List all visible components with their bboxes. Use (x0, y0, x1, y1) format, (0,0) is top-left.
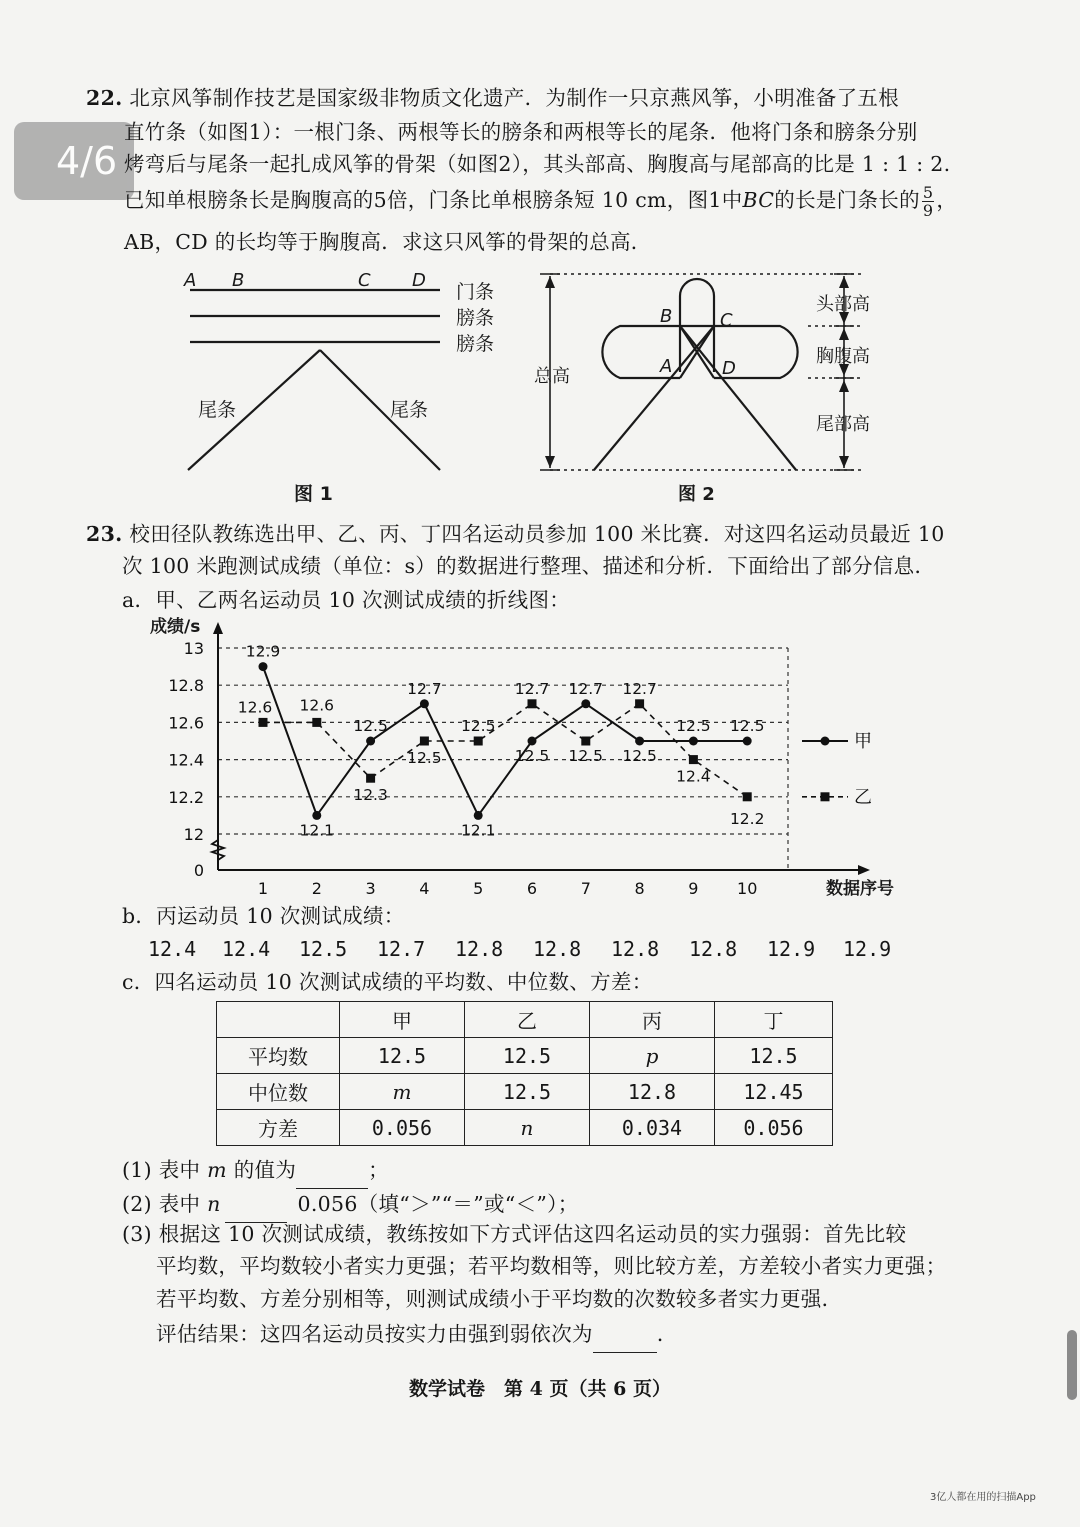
fig1-label-b: B (232, 270, 245, 291)
page-indicator: 4/6 (14, 122, 134, 200)
q23-part1: (1) 表中 m 的值为 ； (122, 1152, 389, 1189)
y-tick-label: 12 (183, 825, 204, 844)
q23-line1 (86, 516, 945, 552)
y-tick-label: 13 (183, 639, 204, 658)
fig2-tail-label: 尾部高 (816, 414, 870, 435)
table-cell: 12.5 (340, 1038, 465, 1074)
fig1-label-d: D (412, 270, 426, 291)
table-header-cell: 丁 (715, 1002, 833, 1038)
q22-number: 22. (86, 86, 123, 110)
data-point-yi (312, 718, 321, 727)
data-point-jia (581, 699, 590, 708)
table-cell: 12.5 (465, 1074, 590, 1110)
legend-label-yi: 乙 (854, 786, 872, 808)
table-cell: 0.056 (340, 1110, 465, 1146)
data-label: 12.9 (245, 642, 281, 661)
table-row (217, 1038, 833, 1074)
row-label: 方差 (217, 1110, 340, 1146)
data-point-yi (420, 737, 429, 746)
data-label: 12.7 (622, 679, 657, 698)
x-tick-label: 7 (580, 879, 591, 898)
q22-text-1: 北京风筝制作技艺是国家级非物质文化遗产．为制作一只京燕风筝，小明准备了五根 (129, 86, 900, 110)
data-point-jia (528, 737, 537, 746)
q22-line2: 直竹条（如图1）：一根门条、两根等长的膀条和两根等长的尾条．他将门条和膀条分别 (124, 120, 918, 144)
var-m: m (207, 1158, 227, 1182)
fig1-wing-label-2: 膀条 (456, 333, 495, 355)
bing-score: 12.5 (299, 937, 348, 961)
data-label: 12.5 (353, 717, 388, 735)
table-cell: 0.034 (590, 1110, 715, 1146)
data-point-jia (743, 737, 752, 746)
data-point-yi (259, 718, 268, 727)
q23-c-label: c．四名运动员 10 次测试成绩的平均数、中位数、方差： (122, 970, 653, 994)
figure-2 (530, 262, 890, 510)
chart-ylabel: 成绩/s (150, 617, 201, 637)
data-label: 12.5 (460, 717, 496, 735)
data-label: 12.1 (460, 821, 496, 840)
data-label: 12.5 (729, 717, 765, 735)
data-label: 12.4 (676, 767, 711, 786)
data-label: 12.7 (568, 679, 604, 698)
table-cell: 12.5 (715, 1038, 833, 1074)
q23-part3-line2: 平均数，平均数较小者实力更强；若平均数相等，则比较方差，方差较小者实力更强； (156, 1254, 947, 1278)
data-point-yi (689, 755, 698, 764)
y-tick-label: 0 (193, 861, 204, 880)
data-point-jia (366, 737, 375, 746)
data-point-jia (420, 699, 429, 708)
answer-blank-3[interactable] (593, 1316, 657, 1353)
table-row (217, 1074, 833, 1110)
chart-legend (802, 731, 872, 808)
q23-part2: (2) 表中 n 0.056（填“＞”“＝”或“＜”）； (122, 1186, 579, 1223)
data-label: 12.5 (568, 747, 604, 765)
legend-label-jia: 甲 (854, 731, 872, 752)
x-tick-label: 4 (419, 879, 430, 898)
table-cell: 12.8 (590, 1074, 715, 1110)
data-label: 12.5 (407, 749, 442, 767)
y-tick-label: 12.6 (168, 713, 204, 733)
data-label: 12.3 (353, 786, 388, 805)
data-point-jia (689, 737, 698, 746)
bing-score: 12.7 (377, 937, 426, 961)
fig1-tail-label-left: 尾条 (198, 399, 237, 421)
data-point-yi (474, 737, 483, 746)
fig1-caption: 图 1 (294, 483, 333, 505)
data-label: 12.7 (407, 679, 442, 698)
data-label: 12.2 (729, 809, 765, 828)
x-tick-label: 10 (737, 879, 758, 898)
bing-score: 12.9 (843, 937, 892, 961)
q23-b-label: b．丙运动员 10 次测试成绩： (122, 904, 405, 928)
x-axis-arrow (858, 865, 870, 875)
table-cell (217, 1002, 340, 1038)
q22-line3: 烤弯后与尾条一起扎成风筝的骨架（如图2），其头部高、胸腹高与尾部高的比是 1 : 1 : 2. (124, 152, 951, 176)
x-tick-label: 6 (526, 879, 538, 898)
bing-score: 12.9 (767, 937, 816, 961)
bing-score: 12.4 (148, 937, 197, 961)
q22-fraction: $\frac{5}{9}$ (922, 183, 934, 220)
legend-marker-jia (821, 737, 830, 746)
table-cell: n (465, 1110, 590, 1146)
legend-marker-yi (821, 792, 830, 801)
fig1-door-label: 门条 (456, 281, 495, 303)
table-cell: 0.056 (715, 1110, 833, 1146)
bing-score: 12.8 (611, 937, 660, 961)
data-label: 12.6 (299, 696, 335, 715)
page-footer: 数学试卷 第 4 页（共 6 页） (409, 1378, 671, 1400)
data-point-jia (312, 811, 321, 820)
q22-bc: BC (742, 188, 775, 212)
fig2-total-label: 总高 (534, 366, 570, 387)
y-tick-label: 12.2 (168, 787, 204, 807)
q23-line2: 次 100 米跑测试成绩（单位：s）的数据进行整理、描述和分析．下面给出了部分信息． (122, 554, 936, 578)
data-point-yi (528, 699, 537, 708)
data-label: 12.5 (514, 747, 550, 765)
table-cell: 12.5 (465, 1038, 590, 1074)
x-tick-label: 2 (311, 879, 322, 898)
x-tick-label: 5 (473, 879, 484, 898)
var-n: n (207, 1192, 221, 1216)
data-point-jia (635, 737, 644, 746)
fig1-tail-label-right: 尾条 (390, 399, 429, 421)
fig2-chest-label: 胸腹高 (816, 346, 870, 367)
q22-line5: AB，CD 的长均等于胸腹高．求这只风筝的骨架的总高． (124, 230, 652, 254)
data-point-yi (635, 699, 644, 708)
table-cell: m (340, 1074, 465, 1110)
q23-number: 23. (86, 522, 123, 546)
figure-1 (170, 268, 510, 508)
fig1-wing-label-1: 膀条 (456, 307, 495, 329)
data-point-yi (743, 792, 752, 801)
y-tick-label: 12.4 (168, 750, 204, 770)
table-header-cell: 乙 (465, 1002, 590, 1038)
data-point-yi (366, 774, 375, 783)
stats-table (216, 1001, 833, 1146)
data-label: 12.5 (622, 747, 657, 765)
row-label: 平均数 (217, 1038, 340, 1074)
q23-part3-line4: 评估结果：这四名运动员按实力由强到弱依次为 ． (156, 1316, 678, 1353)
x-tick-label: 8 (634, 879, 645, 898)
table-cell: 12.45 (715, 1074, 833, 1110)
fig2-head-label: 头部高 (816, 294, 870, 315)
line-chart (140, 612, 930, 900)
bing-score: 12.8 (689, 937, 738, 961)
fig2-label-d: D (722, 358, 736, 379)
x-tick-label: 1 (257, 879, 269, 898)
scrollbar-thumb[interactable] (1067, 1330, 1077, 1400)
fig1-label-c: C (358, 270, 371, 291)
chart-ticks (168, 639, 757, 898)
fig1-label-a: A (184, 270, 197, 291)
table-header-cell: 丙 (590, 1002, 715, 1038)
fig2-caption: 图 2 (678, 484, 715, 505)
data-point-jia (474, 811, 483, 820)
q22-line4: 已知单根膀条长是胸腹高的5倍，门条比单根膀条短 10 cm，图1中BC的长是门条长的 $\frac{5}{9}$ ， (124, 183, 958, 220)
q22-text-4a: 已知单根膀条长是胸腹高的5倍，门条比单根膀条短 10 cm，图1中 (124, 188, 743, 212)
table-header-row (217, 1002, 833, 1038)
q23-a-label: a．甲、乙两名运动员 10 次测试成绩的折线图： (122, 588, 571, 612)
data-point-yi (581, 737, 590, 746)
bing-score: 12.4 (222, 937, 271, 961)
y-axis-arrow (213, 622, 223, 634)
bing-scores (148, 934, 903, 964)
row-label: 中位数 (217, 1074, 340, 1110)
series-line-yi (263, 704, 747, 797)
y-tick-label: 12.8 (168, 676, 204, 696)
scanner-watermark: 3亿人都在用的扫描App (930, 1492, 1036, 1503)
answer-blank-1[interactable] (296, 1152, 368, 1189)
fig2-label-a: A (660, 356, 673, 377)
table-cell: p (590, 1038, 715, 1074)
table-row (217, 1110, 833, 1146)
fig2-label-c: C (720, 310, 733, 331)
data-label: 12.7 (514, 679, 550, 698)
q22-line1 (86, 80, 899, 116)
q22-text-4c: 的长是门条长的 (774, 188, 920, 212)
table-header-cell: 甲 (340, 1002, 465, 1038)
data-label: 12.6 (237, 698, 273, 717)
q23-part3-line1: (3) 根据这 10 次测试成绩，教练按如下方式评估这四名运动员的实力强弱：首先比较 (122, 1222, 907, 1246)
bing-score: 12.8 (533, 937, 582, 961)
q23-part3-line3: 若平均数、方差分别相等，则测试成绩小于平均数的次数较多者实力更强． (156, 1287, 843, 1311)
q23-text-1: 校田径队教练选出甲、乙、丙、丁四名运动员参加 100 米比赛．对这四名运动员最近 10 (129, 522, 945, 546)
fig2-label-b: B (660, 306, 673, 327)
data-label: 12.1 (299, 821, 335, 840)
x-tick-label: 9 (688, 879, 699, 898)
chart-xlabel: 数据序号 (826, 879, 894, 899)
bing-score: 12.8 (455, 937, 504, 961)
tail-right (680, 326, 796, 470)
x-tick-label: 3 (365, 879, 376, 898)
data-point-jia (259, 662, 268, 671)
data-label: 12.5 (676, 717, 711, 735)
